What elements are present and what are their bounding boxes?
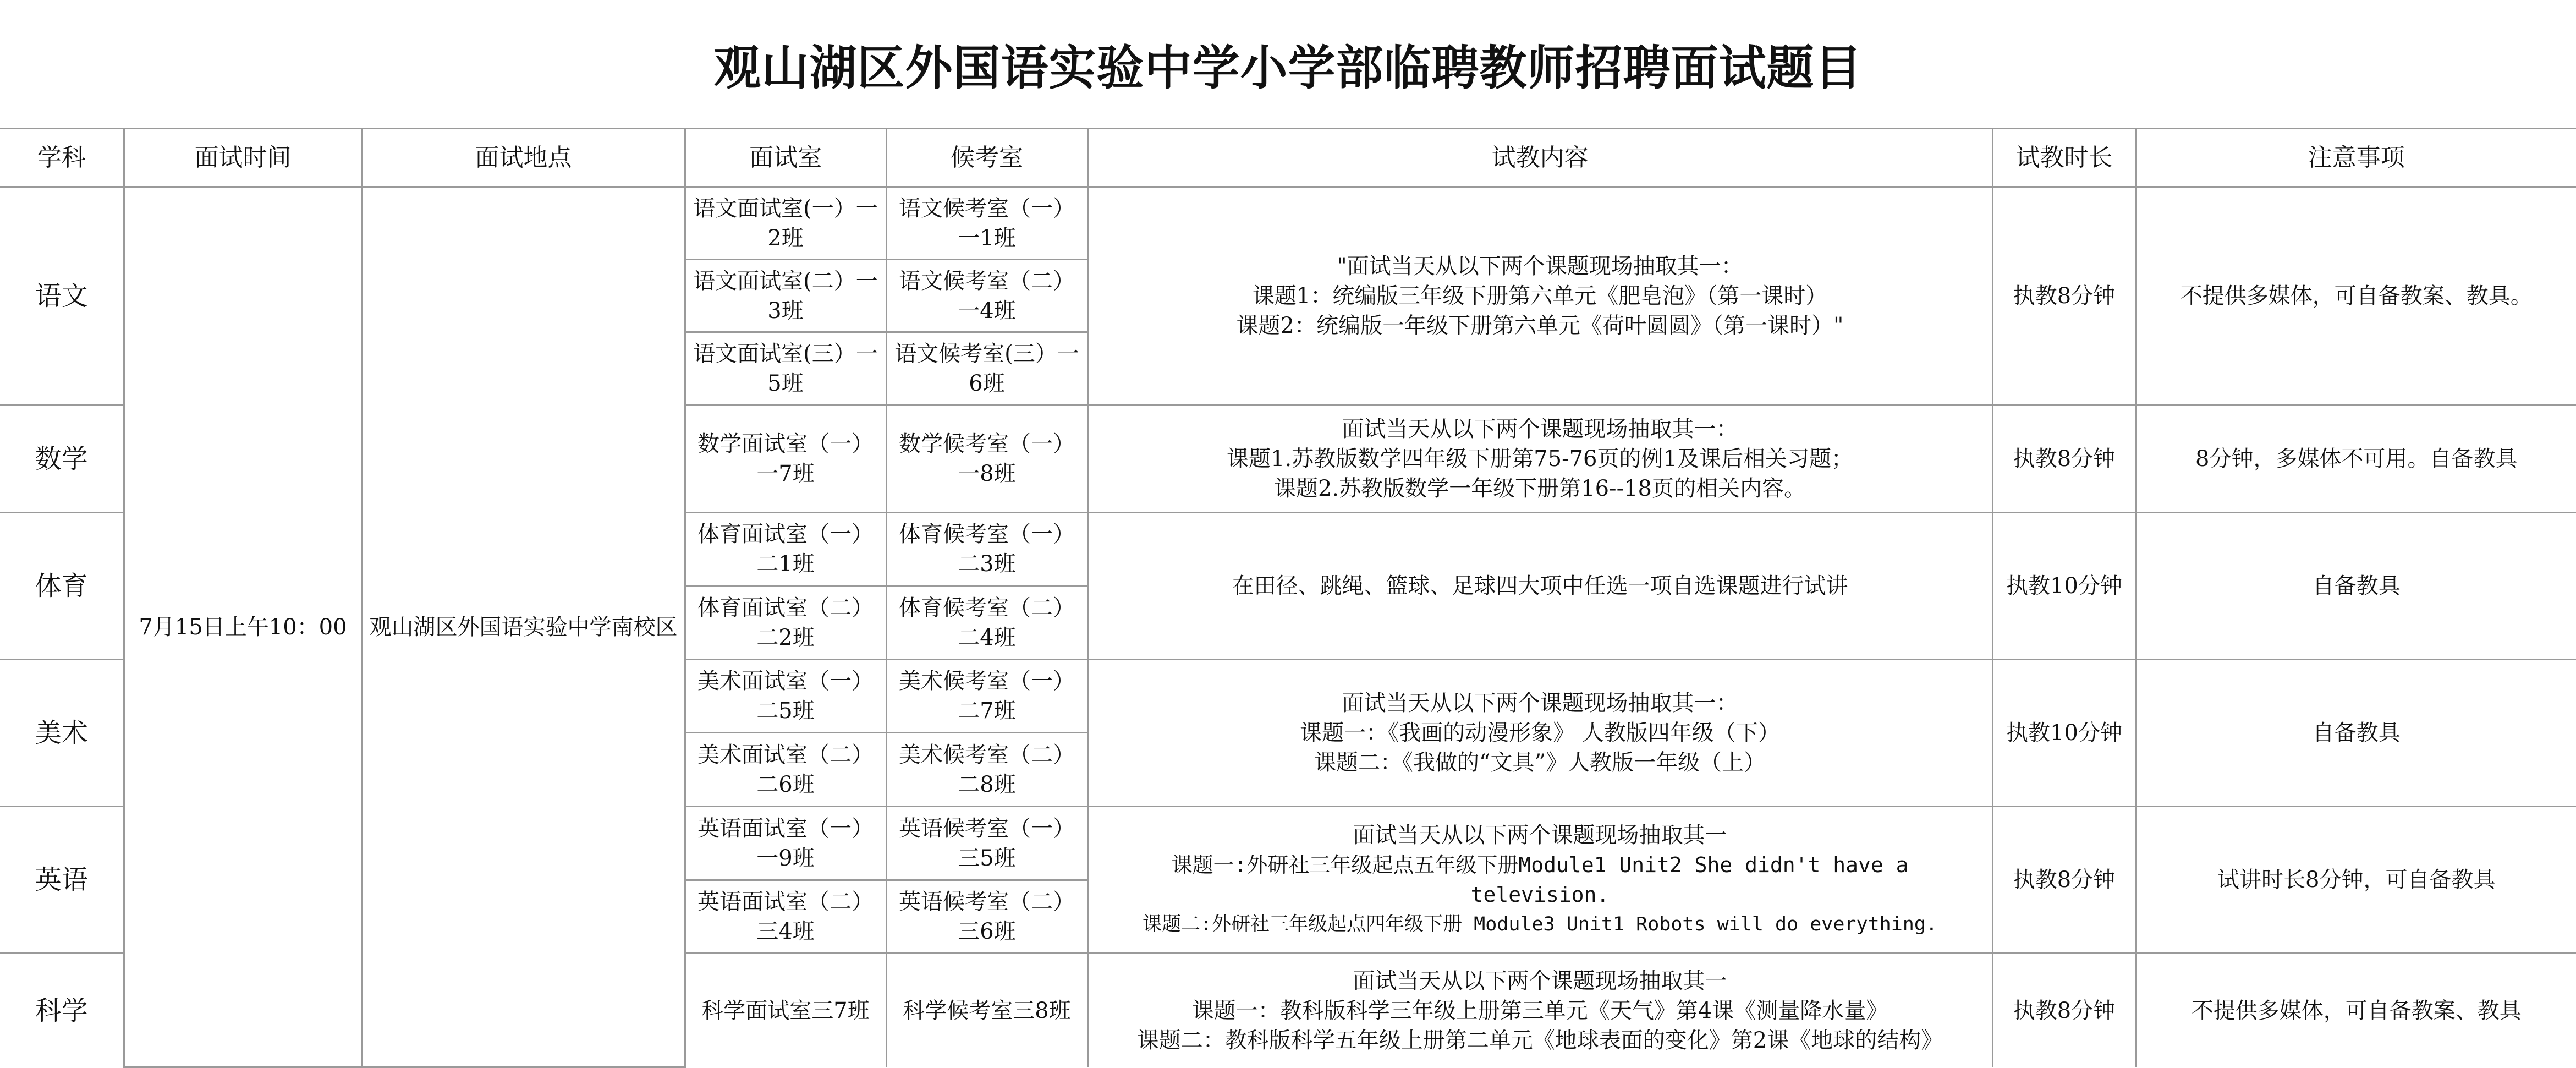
header-waiting-room: 候考室 bbox=[886, 129, 1087, 187]
duration-cell: 执教8分钟 bbox=[1992, 807, 2136, 954]
duration-cell: 执教10分钟 bbox=[1992, 513, 2136, 660]
header-duration: 试教时长 bbox=[1992, 129, 2136, 187]
interview-room-cell: 体育面试室（一）二1班 bbox=[685, 513, 886, 586]
interview-room-cell: 英语面试室（二）三4班 bbox=[685, 880, 886, 954]
interview-room-cell: 数学面试室（一）一7班 bbox=[685, 405, 886, 513]
notes-cell: 试讲时长8分钟，可自备教具 bbox=[2136, 807, 2576, 954]
subject-cell: 体育 bbox=[0, 513, 124, 660]
waiting-room-cell: 语文候考室（二）一4班 bbox=[886, 260, 1087, 332]
notes-cell: 8分钟，多媒体不可用。自备教具 bbox=[2136, 405, 2576, 513]
subject-cell: 美术 bbox=[0, 660, 124, 807]
teaching-content-cell: 在田径、跳绳、篮球、足球四大项中任选一项自选课题进行试讲 bbox=[1087, 513, 1992, 660]
interview-room-cell: 语文面试室(三）一5班 bbox=[685, 332, 886, 405]
waiting-room-cell: 英语候考室（一）三5班 bbox=[886, 807, 1087, 880]
notes-cell: 不提供多媒体，可自备教案、教具。 bbox=[2136, 187, 2576, 405]
interview-room-cell: 语文面试室(一）一2班 bbox=[685, 187, 886, 260]
interview-room-cell: 美术面试室（二）二6班 bbox=[685, 733, 886, 807]
teaching-content-cell: 面试当天从以下两个课题现场抽取其一 课题一：教科版科学三年级上册第三单元《天气》第4课《测量降水量》 课题二：教科版科学五年级上册第二单元《地球表面的变化》第2课《地球的结构》 bbox=[1087, 954, 1992, 1067]
subject-cell: 英语 bbox=[0, 807, 124, 954]
interview-room-cell: 体育面试室（二）二2班 bbox=[685, 586, 886, 660]
waiting-room-cell: 语文候考室(三）一6班 bbox=[886, 332, 1087, 405]
interview-time-cell: 7月15日上午10：00 bbox=[124, 187, 362, 1067]
interview-location-cell: 观山湖区外国语实验中学南校区 bbox=[362, 187, 685, 1067]
interview-room-cell: 英语面试室（一）一9班 bbox=[685, 807, 886, 880]
teaching-content-cell: 面试当天从以下两个课题现场抽取其一 课题一:外研社三年级起点五年级下册Module1 Unit2 She didn't have a television. 课题二:外研社三年级起点四年级下册 Module3 Unit1 Robots will do everything. bbox=[1087, 807, 1992, 954]
header-interview-room: 面试室 bbox=[685, 129, 886, 187]
page-title: 观山湖区外国语实验中学小学部临聘教师招聘面试题目 bbox=[0, 0, 2576, 129]
waiting-room-cell: 科学候考室三8班 bbox=[886, 954, 1087, 1067]
interview-room-cell: 美术面试室（一）二5班 bbox=[685, 660, 886, 733]
header-location: 面试地点 bbox=[362, 129, 685, 187]
waiting-room-cell: 体育候考室（一）二3班 bbox=[886, 513, 1087, 586]
subject-cell: 语文 bbox=[0, 187, 124, 405]
subject-cell: 数学 bbox=[0, 405, 124, 513]
header-content: 试教内容 bbox=[1087, 129, 1992, 187]
waiting-room-cell: 美术候考室（二）二8班 bbox=[886, 733, 1087, 807]
waiting-room-cell: 数学候考室（一）一8班 bbox=[886, 405, 1087, 513]
duration-cell: 执教10分钟 bbox=[1992, 660, 2136, 807]
duration-cell: 执教8分钟 bbox=[1992, 954, 2136, 1067]
interview-schedule-table bbox=[0, 128, 2576, 1068]
header-row bbox=[0, 129, 2576, 187]
header-time: 面试时间 bbox=[124, 129, 362, 187]
waiting-room-cell: 美术候考室（一）二7班 bbox=[886, 660, 1087, 733]
notes-cell: 不提供多媒体，可自备教案、教具 bbox=[2136, 954, 2576, 1067]
interview-room-cell: 语文面试室(二）一3班 bbox=[685, 260, 886, 332]
notes-cell: 自备教具 bbox=[2136, 660, 2576, 807]
interview-room-cell: 科学面试室三7班 bbox=[685, 954, 886, 1067]
duration-cell: 执教8分钟 bbox=[1992, 187, 2136, 405]
duration-cell: 执教8分钟 bbox=[1992, 405, 2136, 513]
waiting-room-cell: 体育候考室（二）二4班 bbox=[886, 586, 1087, 660]
teaching-content-cell: 面试当天从以下两个课题现场抽取其一： 课题1.苏教版数学四年级下册第75-76页的例1及课后相关习题； 课题2.苏教版数学一年级下册第16--18页的相关内容。 bbox=[1087, 405, 1992, 513]
waiting-room-cell: 英语候考室（二）三6班 bbox=[886, 880, 1087, 954]
header-subject: 学科 bbox=[0, 129, 124, 187]
teaching-content-cell: "面试当天从以下两个课题现场抽取其一： 课题1：统编版三年级下册第六单元《肥皂泡》（第一课时） 课题2：统编版一年级下册第六单元《荷叶圆圆》（第一课时）" bbox=[1087, 187, 1992, 405]
notes-cell: 自备教具 bbox=[2136, 513, 2576, 660]
header-notes: 注意事项 bbox=[2136, 129, 2576, 187]
subject-cell: 科学 bbox=[0, 954, 124, 1067]
table-row bbox=[0, 187, 2576, 260]
teaching-content-cell: 面试当天从以下两个课题现场抽取其一： 课题一：《我画的动漫形象》 人教版四年级（下） 课题二：《我做的“文具”》人教版一年级（上） bbox=[1087, 660, 1992, 807]
waiting-room-cell: 语文候考室（一）一1班 bbox=[886, 187, 1087, 260]
